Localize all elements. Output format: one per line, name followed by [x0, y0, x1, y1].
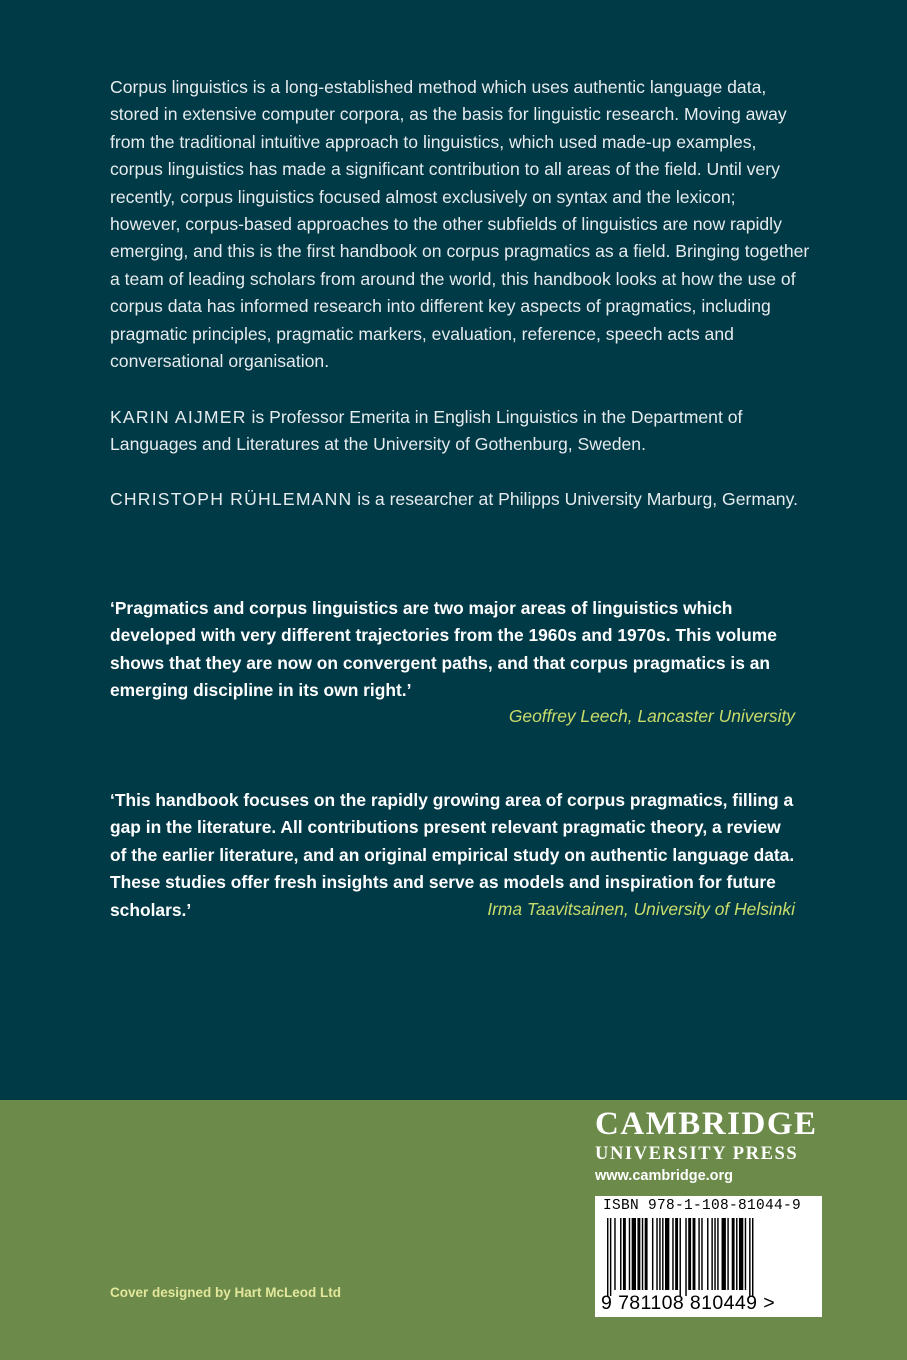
- barcode-bar: [656, 1218, 657, 1290]
- barcode-bar: [610, 1218, 611, 1296]
- publisher-url: www.cambridge.org: [595, 1168, 734, 1184]
- barcode-bar: [680, 1218, 681, 1296]
- barcode-bar: [739, 1218, 743, 1290]
- endorsement-attribution-taavitsainen: Irma Taavitsainen, University of Helsinki: [487, 899, 795, 919]
- barcode-bar: [642, 1218, 643, 1290]
- cover-design-credit: Cover designed by Hart McLeod Ltd: [110, 1285, 342, 1300]
- barcode-bar: [717, 1218, 718, 1290]
- isbn-label: ISBN 978-1-108-81044-9: [603, 1198, 802, 1214]
- barcode-bar: [659, 1218, 660, 1290]
- author-name: CHRISTOPH RÜHLEMANN: [110, 489, 353, 509]
- barcode-bar: [701, 1218, 702, 1290]
- barcode-bar: [614, 1218, 615, 1290]
- barcode-bar: [707, 1218, 708, 1290]
- barcode-bar: [736, 1218, 737, 1290]
- barcode-bar: [662, 1218, 663, 1290]
- barcode-bar: [745, 1218, 746, 1290]
- isbn-barcode: [595, 1196, 822, 1317]
- barcode-bar: [711, 1218, 712, 1290]
- barcode-bar: [672, 1218, 673, 1290]
- barcode-bar: [675, 1218, 678, 1290]
- endorsement-quote-taavitsainen: ‘This handbook focuses on the rapidly growing area of corpus pragmatics, filling a gap in the literature. All contributions present relevant pragmatic theory, a review of the earlier literature, and an original empirical study on authentic language data. These studies offer fresh insights and serve as models and inspiration for future scholars.’: [110, 790, 795, 920]
- endorsement-quote-leech: ‘Pragmatics and corpus linguistics are two major areas of linguistics which developed with very different trajectories from the 1960s and 1970s. This volume shows that they are now on convergent paths, and that corpus pragmatics is an emerging discipline in its own right.’: [110, 598, 777, 701]
- barcode-bar: [693, 1218, 696, 1290]
- barcode-bar: [620, 1218, 621, 1290]
- barcode-bar: [665, 1218, 669, 1290]
- barcode-bar: [749, 1218, 750, 1296]
- barcode-bar: [652, 1218, 653, 1290]
- barcode-bar: [688, 1218, 691, 1290]
- author-bio-aijmer: [110, 404, 810, 459]
- barcode-bar: [645, 1218, 648, 1290]
- barcode-bar: [752, 1218, 753, 1296]
- barcode-bar: [698, 1218, 699, 1290]
- barcode-digits: 9 781108 810449 >: [601, 1292, 775, 1314]
- barcode-bar: [607, 1218, 608, 1296]
- barcode-bar: [629, 1218, 630, 1290]
- author-bio-text: is a researcher at Philipps University Marburg, Germany.: [352, 489, 798, 509]
- publisher-name: CAMBRIDGE: [595, 1106, 818, 1142]
- barcode-bar: [727, 1218, 728, 1290]
- barcode-bar: [623, 1218, 626, 1290]
- publisher-subname: UNIVERSITY PRESS: [595, 1144, 799, 1164]
- barcode-bar: [685, 1218, 686, 1296]
- endorsement-attribution-leech: Geoffrey Leech, Lancaster University: [508, 706, 795, 726]
- barcode-bar: [722, 1218, 726, 1290]
- barcode-bar: [714, 1218, 715, 1290]
- book-description: Corpus linguistics is a long-established method which uses authentic language data, stored in extensive computer corpora, as the basis for linguistic research. Moving away from the traditional intuitive approach to linguistics, which used made-up examples, corpus linguistics has made a significant contribution to all areas of the field. Until very recently, corpus linguistics focused almost exclusively on syntax and the lexicon; however, corpus-based approaches to the other subfields of linguistics are now rapidly emerging, and this is the first handbook on corpus pragmatics as a field. Bringing together a team of leading scholars from around the world, this handbook looks at how the use of corpus data has informed research into different key aspects of pragmatics, including pragmatic principles, pragmatic markers, evaluation, reference, speech acts and conversational organisation.: [110, 77, 810, 372]
- barcode-bar: [637, 1218, 640, 1290]
- barcode-bar: [632, 1218, 636, 1290]
- publisher-logo: [595, 1105, 818, 1187]
- author-name: KARIN AIJMER: [110, 407, 247, 427]
- author-bio-text: is Professor Emerita in English Linguistics in the Department of Languages and Literatures at the University of Gothenburg, Sweden.: [110, 407, 743, 455]
- author-bio-ruhlemann: [110, 486, 810, 513]
- barcode-bar: [732, 1218, 735, 1290]
